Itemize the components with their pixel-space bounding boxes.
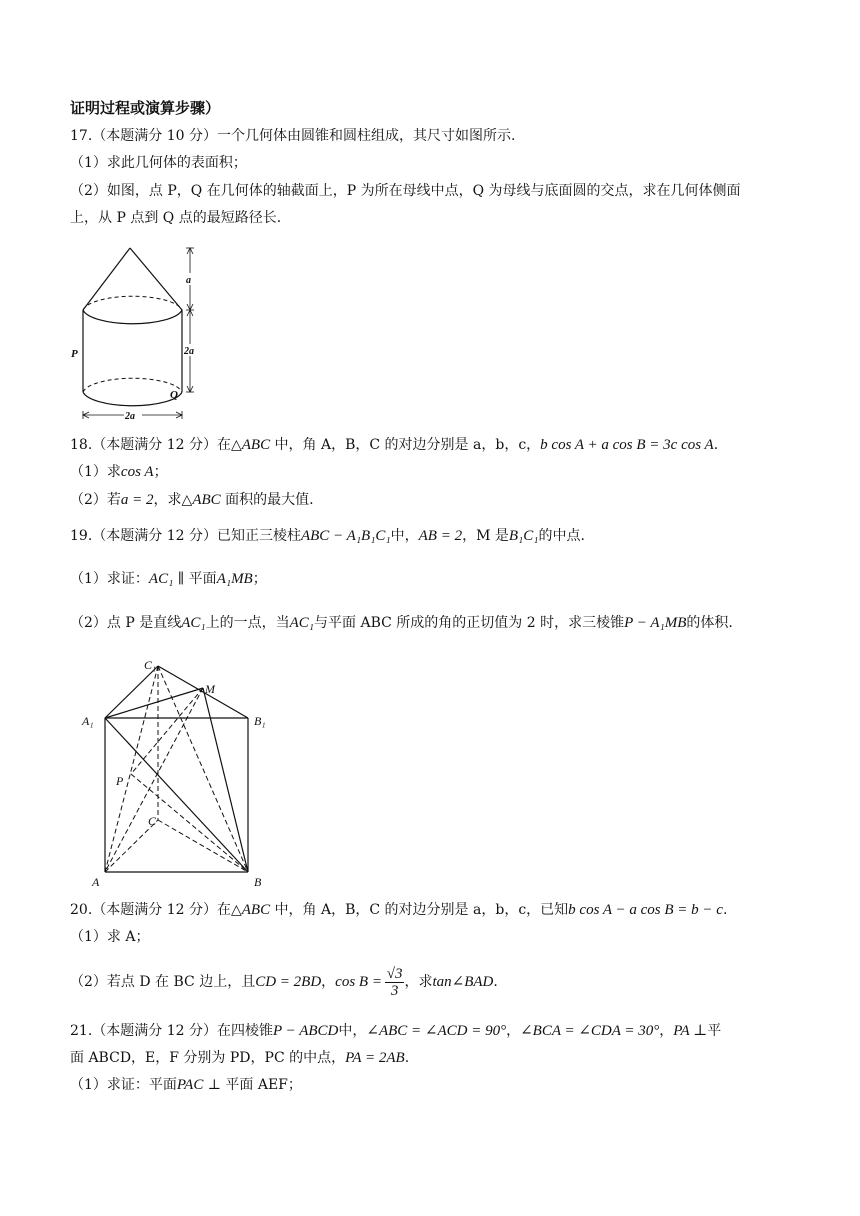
label-A: A bbox=[92, 875, 100, 889]
cone-cylinder-figure bbox=[70, 240, 220, 425]
q20-part2: （2）若点 D 在 BC 边上，且CD = 2BD，cos B = $\frac{√3}{3}$ ，求tan∠BAD. bbox=[70, 965, 498, 999]
q17-stem: 17.（本题满分 10 分）一个几何体由圆锥和圆柱组成，其尺寸如图所示. bbox=[70, 128, 516, 144]
cone-left-edge bbox=[83, 248, 130, 310]
label-P: P bbox=[71, 348, 78, 360]
q18-part1: （1）求cos A； bbox=[70, 464, 168, 480]
label-M: M bbox=[205, 682, 215, 696]
edge-C1B1 bbox=[158, 666, 248, 718]
prism-figure bbox=[78, 652, 278, 892]
label-P: P bbox=[116, 774, 124, 788]
section-heading: 证明过程或演算步骤） bbox=[70, 99, 221, 117]
label-B: B bbox=[254, 875, 262, 889]
q18-part2: （2）若a = 2，求△ABC 面积的最大值. bbox=[70, 492, 314, 508]
edge-MB bbox=[203, 688, 248, 872]
q20-stem: 20.（本题满分 12 分）在△ABC 中，角 A，B，C 的对边分别是 a，b，c，已知b cos A − a cos B = b − c. bbox=[70, 902, 728, 918]
cone-right-edge bbox=[130, 248, 182, 310]
edge-C1B bbox=[158, 666, 248, 872]
top-ellipse-front bbox=[83, 310, 182, 324]
q19-stem: 19.（本题满分 12 分）已知正三棱柱ABC − A₁B₁C₁中，AB = 2，M 是B₁C₁的中点. bbox=[70, 528, 585, 544]
label-2a-side: 2a bbox=[184, 346, 194, 357]
label-B1: B₁ bbox=[254, 714, 266, 728]
fraction-sqrt3-over-3: $\frac{√3}{3}$ bbox=[386, 965, 403, 999]
label-A1: A₁ bbox=[82, 714, 94, 728]
q18-stem: 18.（本题满分 12 分）在△ABC 中，角 A，B，C 的对边分别是 a，b，c，b cos A + a cos B = 3c cos A. bbox=[70, 437, 719, 453]
q21-stem-line2: 面 ABCD，E，F 分别为 PD，PC 的中点，PA = 2AB. bbox=[70, 1050, 410, 1066]
q19-part1: （1）求证：AC₁ ∥ 平面A₁MB； bbox=[70, 571, 267, 587]
q19-part2: （2）点 P 是直线AC₁上的一点，当AC₁与平面 ABC 所成的角的正切值为 2 时，求三棱锥P − A₁MB的体积. bbox=[70, 615, 733, 631]
label-C1: C₁ bbox=[144, 658, 157, 672]
label-C: C bbox=[148, 814, 157, 828]
q21-stem-line1: 21.（本题满分 12 分）在四棱锥P − ABCD中，∠ABC = ∠ACD = 90°，∠BCA = ∠CDA = 30°，PA ⊥平 bbox=[70, 1023, 722, 1039]
label-2a-bottom: 2a bbox=[125, 411, 135, 422]
edge-CB bbox=[158, 820, 248, 872]
label-Q: Q bbox=[170, 389, 178, 401]
q21-part1: （1）求证：平面PAC ⊥ 平面 AEF； bbox=[70, 1077, 302, 1093]
edge-C1A bbox=[105, 666, 158, 872]
bottom-ellipse-back bbox=[83, 378, 182, 392]
label-a: a bbox=[186, 275, 191, 286]
bottom-ellipse-front bbox=[83, 392, 182, 406]
edge-MP bbox=[131, 688, 203, 774]
edge-A1B bbox=[105, 718, 248, 872]
q17-part1: （1）求此几何体的表面积； bbox=[70, 155, 247, 171]
q17-part2-line1: （2）如图，点 P，Q 在几何体的轴截面上，P 为所在母线中点，Q 为母线与底面圆的交点，求在几何体侧面 bbox=[70, 183, 741, 199]
top-ellipse-back bbox=[83, 296, 182, 310]
q17-part2-line2: 上，从 P 点到 Q 点的最短路径长. bbox=[70, 210, 282, 226]
q20-part1: （1）求 A； bbox=[70, 929, 150, 945]
